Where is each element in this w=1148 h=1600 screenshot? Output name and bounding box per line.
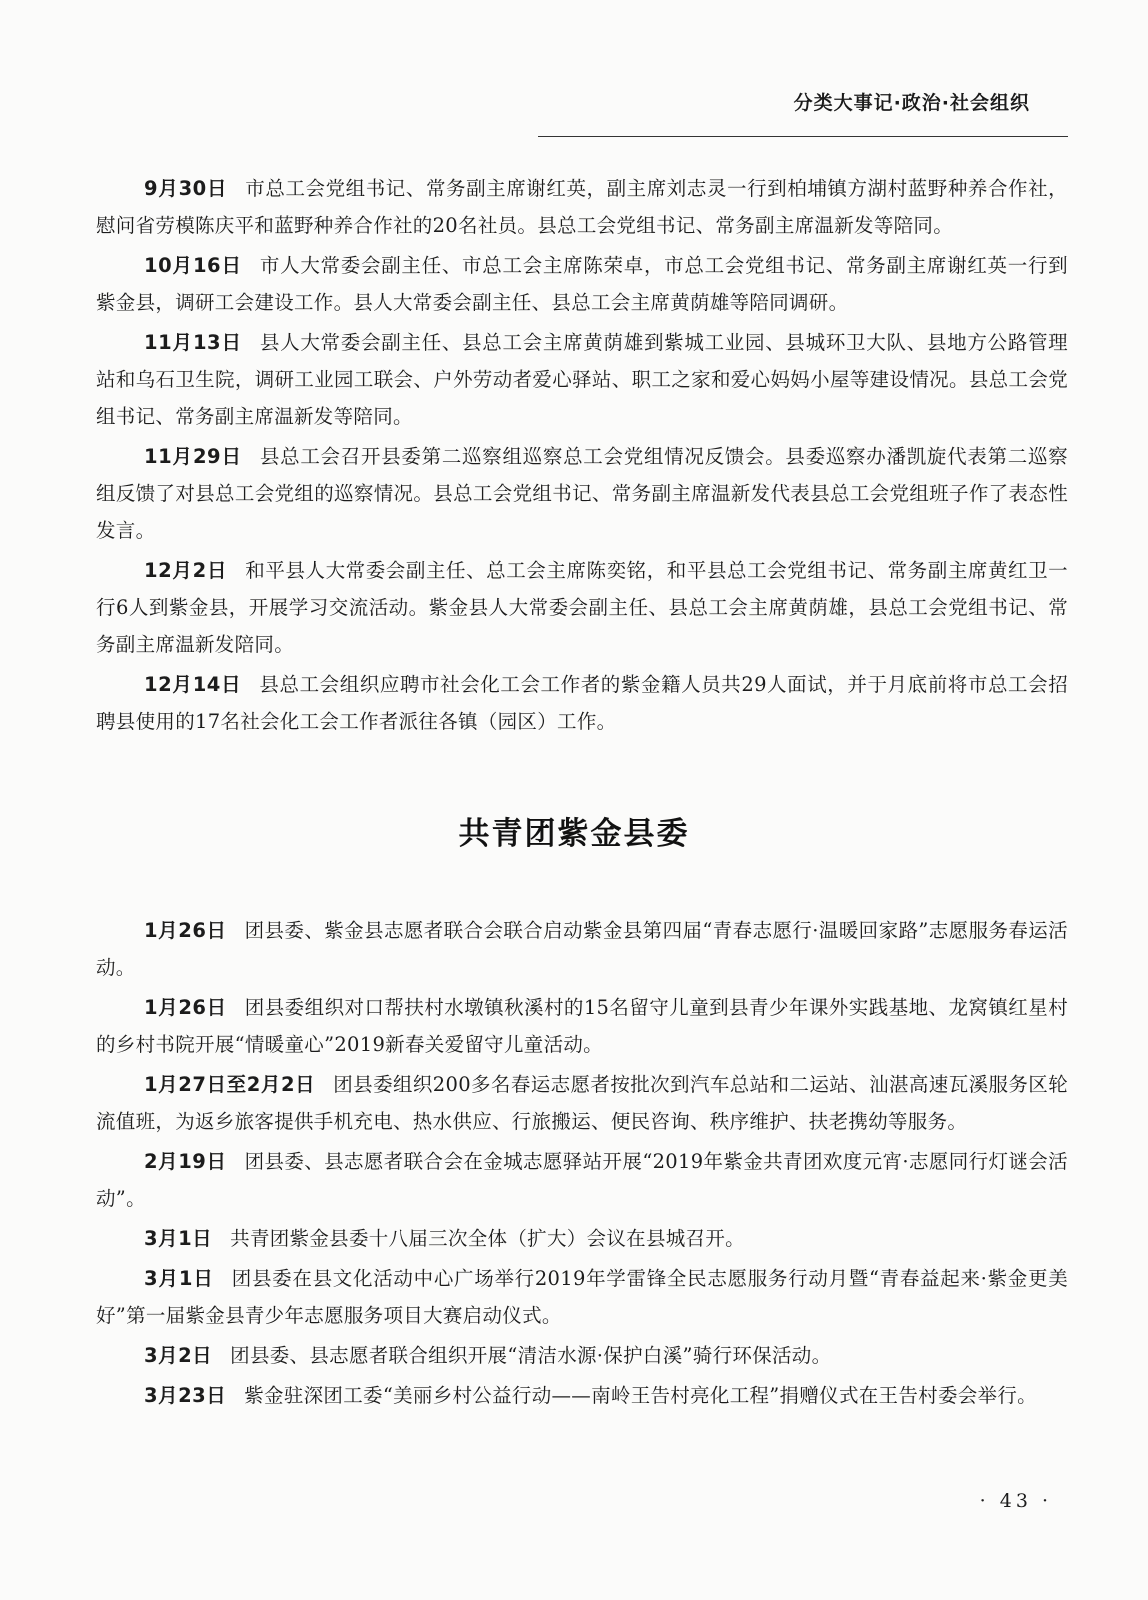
event-date: 9月30日	[144, 177, 228, 200]
event-text: 团县委组织200多名春运志愿者按批次到汽车总站和二运站、汕湛高速瓦溪服务区轮流值班，为返乡旅客提供手机充电、热水供应、行旅搬运、便民咨询、秩序维护、扶老携幼等服务。	[96, 1073, 1069, 1133]
event-text: 市总工会党组书记、常务副主席谢红英，副主席刘志灵一行到柏埔镇方湖村蓝野种养合作社，慰问省劳模陈庆平和蓝野种养合作社的20名社员。县总工会党组书记、常务副主席温新发等陪同。	[96, 177, 1068, 237]
event-date: 2月19日	[144, 1150, 227, 1173]
event-date: 12月2日	[144, 559, 228, 582]
event-entry	[96, 912, 1068, 986]
event-entry	[96, 1377, 1068, 1414]
event-entry	[96, 1260, 1068, 1334]
running-header: 分类大事记·政治·社会组织	[793, 92, 1030, 114]
event-entry	[96, 438, 1068, 549]
event-date: 1月26日	[144, 996, 227, 1019]
event-date: 3月2日	[144, 1344, 213, 1367]
event-entry	[96, 1143, 1068, 1217]
event-entry	[96, 247, 1068, 321]
event-date: 10月16日	[144, 254, 242, 277]
youth-league-events-list	[96, 912, 1068, 1417]
event-entry	[96, 1220, 1068, 1257]
page-number: · 43 ·	[979, 1490, 1052, 1512]
event-entry	[96, 1337, 1068, 1374]
section-title: 共青团紫金县委	[458, 816, 690, 852]
event-text: 共青团紫金县委十八届三次全体（扩大）会议在县城召开。	[230, 1227, 745, 1250]
event-date: 11月29日	[144, 445, 242, 468]
event-text: 紫金驻深团工委“美丽乡村公益行动——南岭王告村亮化工程”捐赠仪式在王告村委会举行。	[244, 1384, 1037, 1407]
event-text: 县总工会召开县委第二巡察组巡察总工会党组情况反馈会。县委巡察办潘凯旋代表第二巡察组反馈了对县总工会党组的巡察情况。县总工会党组书记、常务副主席温新发代表县总工会党组班子作了表态性发言。	[96, 445, 1068, 542]
event-entry	[96, 666, 1068, 740]
event-text: 团县委、紫金县志愿者联合会联合启动紫金县第四届“青春志愿行·温暖回家路”志愿服务春运活动。	[96, 919, 1068, 979]
event-entry	[96, 324, 1068, 435]
event-text: 和平县人大常委会副主任、总工会主席陈奕铭，和平县总工会党组书记、常务副主席黄红卫一行6人到紫金县，开展学习交流活动。紫金县人大常委会副主任、县总工会主席黄荫雄，县总工会党组书记、常务副主席温新发陪同。	[96, 559, 1068, 656]
event-text: 团县委组织对口帮扶村水墩镇秋溪村的15名留守儿童到县青少年课外实践基地、龙窝镇红星村的乡村书院开展“情暖童心”2019新春关爱留守儿童活动。	[96, 996, 1068, 1056]
event-date: 1月27日至2月2日	[144, 1073, 316, 1096]
event-entry	[96, 170, 1068, 244]
event-entry	[96, 989, 1068, 1063]
event-date: 12月14日	[144, 673, 242, 696]
event-text: 县人大常委会副主任、县总工会主席黄荫雄到紫城工业园、县城环卫大队、县地方公路管理站和乌石卫生院，调研工业园工联会、户外劳动者爱心驿站、职工之家和爱心妈妈小屋等建设情况。县总工会党组书记、常务副主席温新发等陪同。	[96, 331, 1068, 428]
event-text: 市人大常委会副主任、市总工会主席陈荣卓，市总工会党组书记、常务副主席谢红英一行到紫金县，调研工会建设工作。县人大常委会副主任、县总工会主席黄荫雄等陪同调研。	[96, 254, 1068, 314]
event-date: 1月26日	[144, 919, 227, 942]
event-date: 3月23日	[144, 1384, 227, 1407]
union-events-list	[96, 170, 1068, 743]
event-date: 3月1日	[144, 1227, 213, 1250]
event-text: 团县委、县志愿者联合组织开展“清洁水源·保护白溪”骑行环保活动。	[230, 1344, 832, 1367]
event-text: 县总工会组织应聘市社会化工会工作者的紫金籍人员共29人面试，并于月底前将市总工会招聘县使用的17名社会化工会工作者派往各镇（园区）工作。	[96, 673, 1068, 733]
header-rule	[538, 136, 1068, 137]
event-text: 团县委、县志愿者联合会在金城志愿驿站开展“2019年紫金共青团欢度元宵·志愿同行灯谜会活动”。	[96, 1150, 1068, 1210]
event-text: 团县委在县文化活动中心广场举行2019年学雷锋全民志愿服务行动月暨“青春益起来·紫金更美好”第一届紫金县青少年志愿服务项目大赛启动仪式。	[96, 1267, 1068, 1327]
event-entry	[96, 552, 1068, 663]
event-date: 11月13日	[144, 331, 242, 354]
event-entry	[96, 1066, 1068, 1140]
event-date: 3月1日	[144, 1267, 214, 1290]
